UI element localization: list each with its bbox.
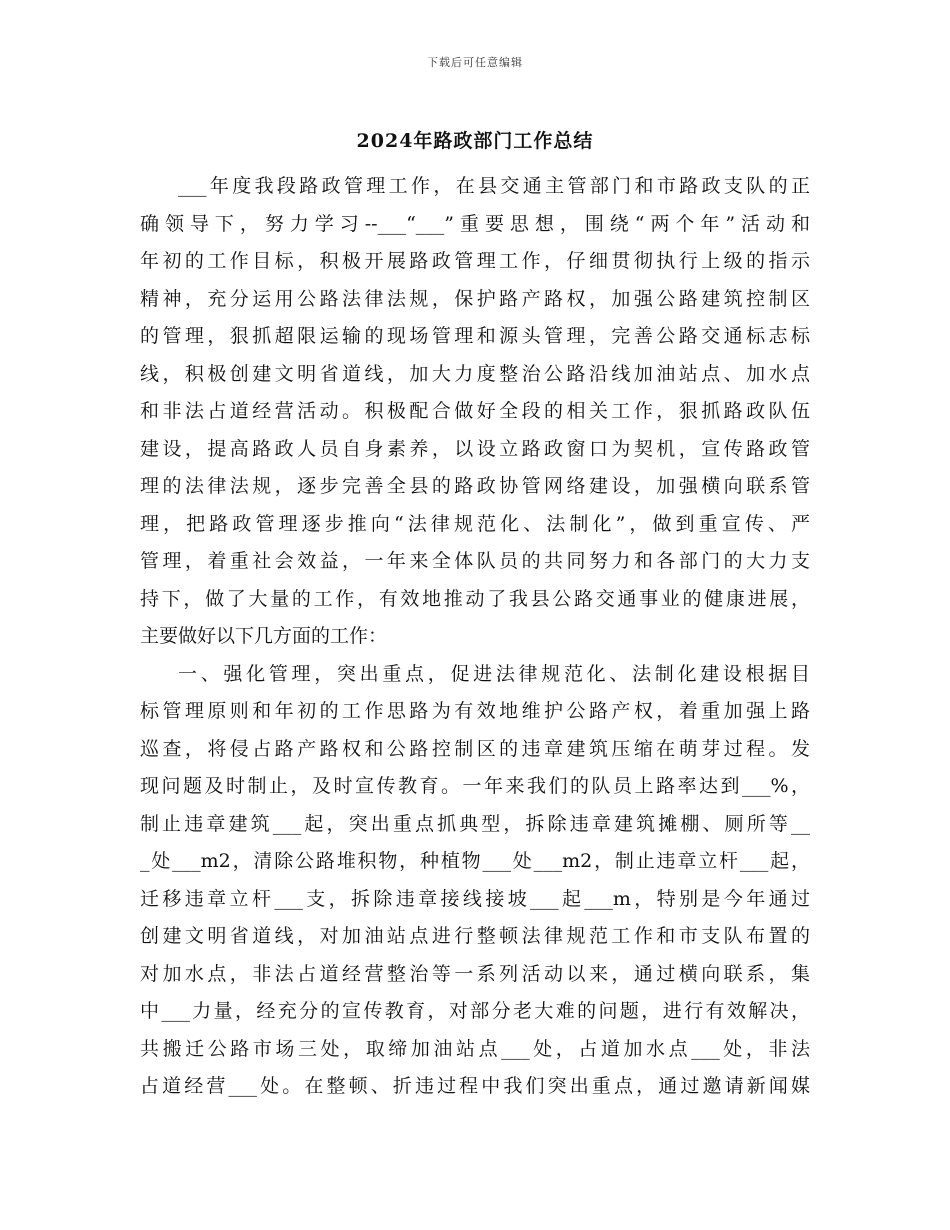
paragraph-1-line-13: 主要做好以下几方面的工作： [140,625,388,647]
paragraph-1-line-7: 和非法占道经营活动。积极配合做好全段的相关工作，狠抓路政队伍 [140,400,810,422]
paragraph-2-line-4: 现问题及时制止，及时宣传教育。一年来我们的队员上路率达到___%， [140,775,810,797]
paragraph-1-line-11: 管理，着重社会效益，一年来全体队员的共同努力和各部门的大力支 [140,550,810,572]
paragraph-2-line-6: _处___m2，清除公路堆积物，种植物___处___m2，制止违章立杆___起， [140,850,810,872]
paragraph-1-line-6: 线，积极创建文明省道线，加大力度整治公路沿线加油站点、加水点 [140,362,810,385]
paragraph-1-line-4: 精神，充分运用公路法律法规，保护路产路权，加强公路建筑控制区 [140,287,810,310]
paragraph-1-line-12: 持下，做了大量的工作，有效地推动了我县公路交通事业的健康进展， [140,587,810,610]
paragraph-1-line-1: ___年度我段路政管理工作，在县交通主管部门和市路政支队的正 [178,175,810,197]
paragraph-2-line-11: 共搬迁公路市场三处，取缔加油站点___处，占道加水点___处，非法 [140,1037,810,1060]
paragraph-2-line-10: 中___力量，经充分的宣传教育，对部分老大难的问题，进行有效解决， [140,1000,810,1022]
document-title: 2024年路政部门工作总结 [356,130,594,152]
paragraph-1-line-2: 确领导下，努力学习--___“___”重要思想，围绕“两个年”活动和 [140,212,810,235]
paragraph-1-line-9: 理的法律法规，逐步完善全县的路政协管网络建设，加强横向联系管 [140,475,810,497]
paragraph-1-line-10: 理，把路政管理逐步推向“法律规范化、法制化”，做到重宣传、严 [140,512,810,535]
paragraph-2-line-9: 对加水点，非法占道经营整治等一系列活动以来，通过横向联系，集 [140,962,810,985]
paragraph-1-line-3: 年初的工作目标，积极开展路政管理工作，仔细贯彻执行上级的指示 [140,250,810,272]
paragraph-2-line-1: 一、强化管理，突出重点，促进法律规范化、法制化建设根据目 [178,662,810,685]
header-note: 下载后可任意编辑 [427,56,523,69]
paragraph-1-line-5: 的管理，狠抓超限运输的现场管理和源头管理，完善公路交通标志标 [140,325,810,347]
paragraph-2-line-7: 迁移违章立杆___支，拆除违章接线接坡___起___m，特别是今年通过 [140,887,810,910]
paragraph-2-line-2: 标管理原则和年初的工作思路为有效地维护公路产权，着重加强上路 [140,700,810,722]
paragraph-2-line-8: 创建文明省道线，对加油站点进行整顿法律规范工作和市支队布置的 [140,925,810,947]
document-body [140,168,810,1106]
paragraph-2-line-3: 巡查，将侵占路产路权和公路控制区的违章建筑压缩在萌芽过程。发 [140,737,810,760]
paragraph-2-line-12: 占道经营___处。在整顿、折违过程中我们突出重点，通过邀请新闻媒 [140,1075,810,1097]
paragraph-2-line-5: 制止违章建筑___起，突出重点抓典型，拆除违章建筑摊棚、厕所等__ [140,812,810,835]
paragraph-1-line-8: 建设，提高路政人员自身素养，以设立路政窗口为契机，宣传路政管 [140,437,810,460]
